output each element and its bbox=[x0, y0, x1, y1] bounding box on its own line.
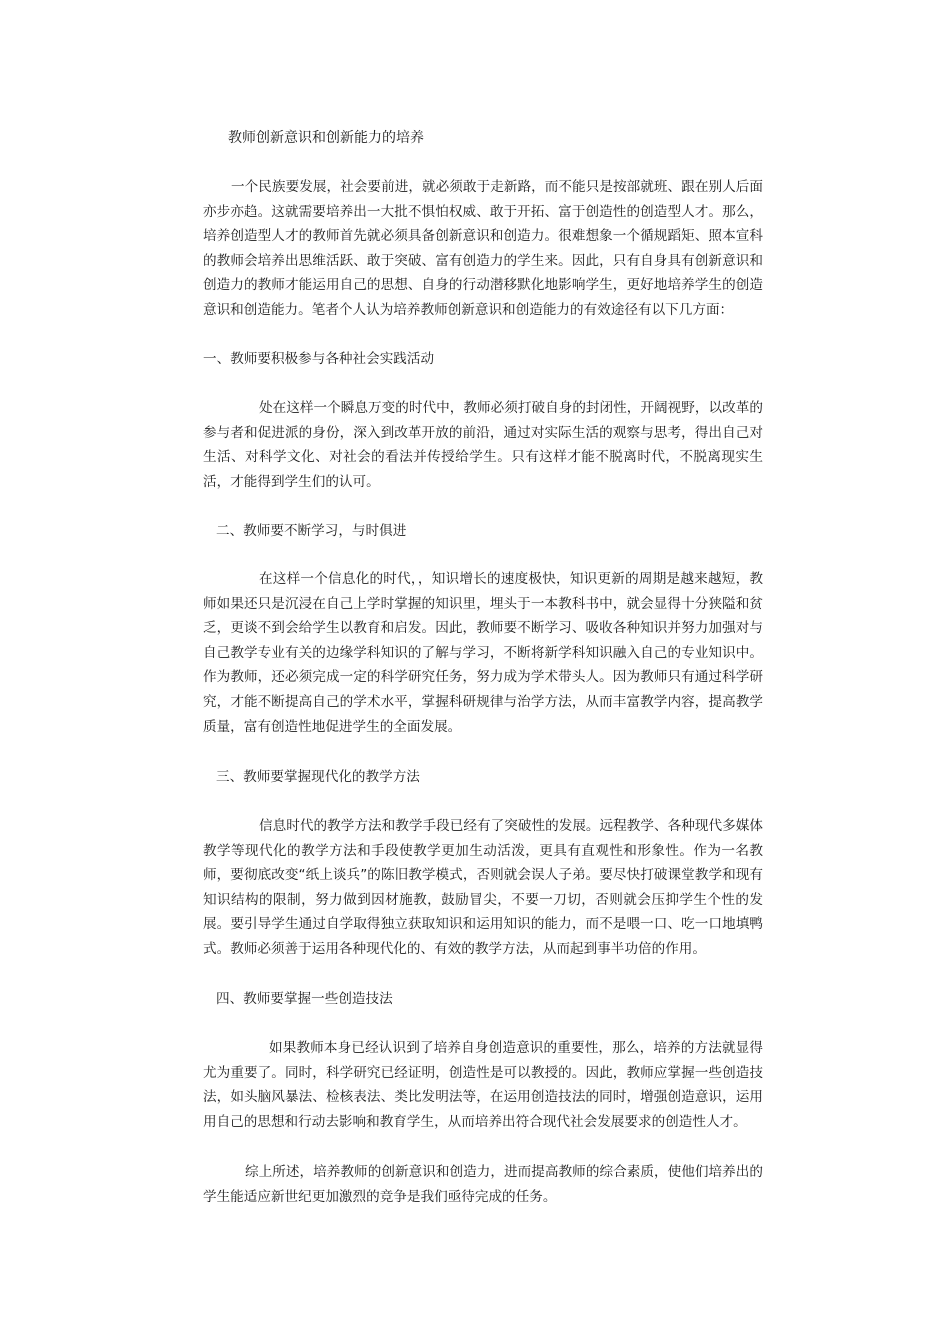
section-2-heading: 二、教师要不断学习，与时俱进 bbox=[216, 523, 407, 539]
section-1-heading: 一、教师要积极参与各种社会实践活动 bbox=[203, 351, 435, 367]
section-3-heading: 三、教师要掌握现代化的教学方法 bbox=[216, 769, 420, 785]
document-title: 教师创新意识和创新能力的培养 bbox=[228, 130, 424, 146]
intro-paragraph: 一个民族要发展，社会要前进，就必须敢于走新路，而不能只是按部就班、跟在别人后面亦步亦趋。这就需要培养出一大批不惧怕权威、敢于开拓、富于创造性的创造型人才。那么，培养创造型人才的教师首先就必须具备创新意识和创造力。很难想象一个循规蹈矩、照本宣科的教师会培养出思维活跃、敢于突破、富有创造力的学生来。因此，只有自身具有创新意识和创造力的教师才能运用自己的思想、自身的行动潜移默化地影响学生，更好地培养学生的创造意识和创造能力。笔者个人认为培养教师创新意识和创造能力的有效途径有以下几方面： bbox=[203, 179, 763, 318]
section-3-paragraph: 信息时代的教学方法和教学手段已经有了突破性的发展。远程教学、各种现代多媒体教学等现代化的教学方法和手段使教学更加生动活泼，更具有直观性和形象性。作为一名教师，要彻底改变“纸上谈兵”的陈旧教学模式，否则就会误人子弟。要尽快打破课堂教学和现有知识结构的限制，努力做到因材施教，鼓励冒尖，不要一刀切，否则就会压抑学生个性的发展。要引导学生通过自学取得独立获取知识和运用知识的能力，而不是喂一口、吃一口地填鸭式。教师必须善于运用各种现代化的、有效的教学方法，从而起到事半功倍的作用。 bbox=[203, 818, 763, 957]
conclusion-paragraph: 综上所述，培养教师的创新意识和创造力，进而提高教师的综合素质，使他们培养出的学生能适应新世纪更加激烈的竞争是我们亟待完成的任务。 bbox=[203, 1164, 763, 1205]
section-1-paragraph: 处在这样一个瞬息万变的时代中，教师必须打破自身的封闭性，开阔视野，以改革的参与者和促进派的身份，深入到改革开放的前沿，通过对实际生活的观察与思考，得出自己对生活、对科学文化、对社会的看法并传授给学生。只有这样才能不脱离时代，不脱离现实生活，才能得到学生们的认可。 bbox=[203, 400, 763, 490]
section-4-paragraph: 如果教师本身已经认识到了培养自身创造意识的重要性，那么，培养的方法就显得尤为重要了。同时，科学研究已经证明，创造性是可以教授的。因此，教师应掌握一些创造技法，如头脑风暴法、检核表法、类比发明法等，在运用创造技法的同时，增强创造意识，运用用自己的思想和行动去影响和教育学生，从而培养出符合现代社会发展要求的创造性人才。 bbox=[203, 1040, 763, 1130]
section-2-paragraph: 在这样一个信息化的时代，，知识增长的速度极快，知识更新的周期是越来越短，教师如果还只是沉浸在自己上学时掌握的知识里，埋头于一本教科书中，就会显得十分狭隘和贫乏，更谈不到会给学生以教育和启发。因此，教师要不断学习、吸收各种知识并努力加强对与自己教学专业有关的边缘学科知识的了解与学习，不断将新学科知识融入自己的专业知识中。作为教师，还必须完成一定的科学研究任务，努力成为学术带头人。因为教师只有通过科学研究，才能不断提高自己的学术水平，掌握科研规律与治学方法，从而丰富教学内容，提高教学质量，富有创造性地促进学生的全面发展。 bbox=[203, 571, 763, 735]
section-4-heading: 四、教师要掌握一些创造技法 bbox=[216, 991, 393, 1007]
